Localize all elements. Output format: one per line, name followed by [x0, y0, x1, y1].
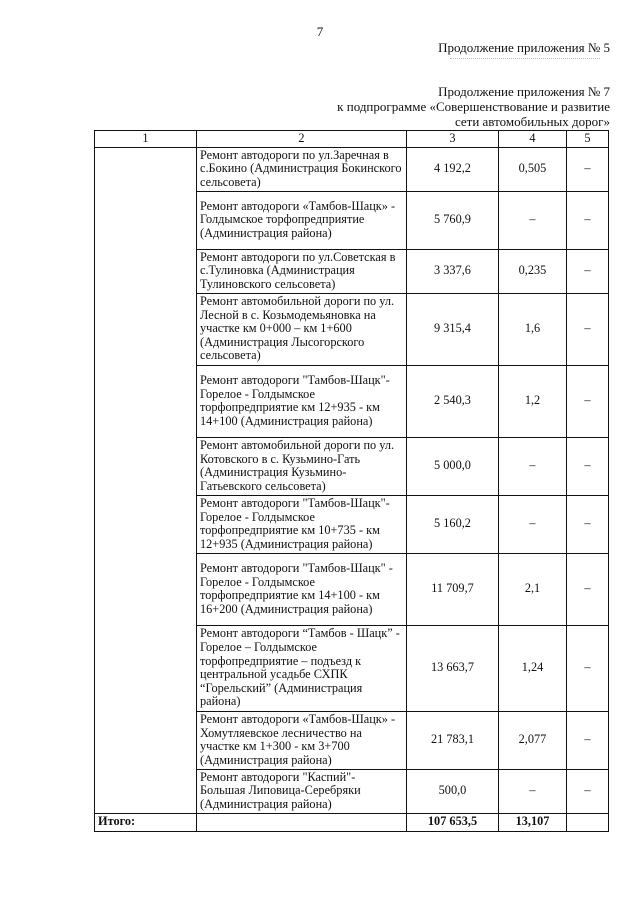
road-name-cell: Ремонт автодороги по ул.Заречная в с.Бокино (Администрация Бокинского сельсовета) — [197, 147, 407, 191]
amount-cell: 3 337,6 — [407, 249, 499, 293]
table-row — [95, 147, 609, 191]
length-cell: – — [499, 437, 567, 495]
length-cell: 0,235 — [499, 249, 567, 293]
amount-cell: 5 760,9 — [407, 191, 499, 249]
total-amount: 107 653,5 — [407, 813, 499, 831]
continuation-appendix-7: Продолжение приложения № 7 — [438, 84, 610, 99]
roads-repair-table — [94, 130, 609, 832]
road-name-cell: Ремонт автодороги «Тамбов-Шацк» - Голдымское торфопредприятие (Администрация района) — [197, 191, 407, 249]
road-name-cell: Ремонт автомобильной дороги по ул. Лесной в с. Козьмодемьяновка на участке км 0+000 – км 1+600 (Администрация Лысогорского сельсовета) — [197, 293, 407, 365]
length-cell: – — [499, 769, 567, 813]
column-header: 1 — [95, 131, 197, 148]
length-cell: 1,6 — [499, 293, 567, 365]
column-header: 5 — [567, 131, 609, 148]
col5-cell: – — [567, 249, 609, 293]
subprogram-line-1: к подпрограмме «Совершенствование и развитие — [337, 99, 610, 114]
road-name-cell: Ремонт автодороги "Тамбов-Шацк"- Горелое - Голдымское торфопредприятие км 12+935 - км 14+100 (Администрация района) — [197, 365, 407, 437]
total-empty-cell — [197, 813, 407, 831]
col5-cell: – — [567, 711, 609, 769]
road-name-cell: Ремонт автомобильной дороги по ул. Котовского в с. Кузьмино-Гать (Администрация Кузьмино-Гатьевского сельсовета) — [197, 437, 407, 495]
amount-cell: 13 663,7 — [407, 625, 499, 711]
continuation-appendix-5: Продолжение приложения № 5 — [438, 40, 610, 55]
road-name-cell: Ремонт автодороги «Тамбов-Шацк» - Хомутляевское лесничество на участке км 1+300 - км 3+700 (Администрация района) — [197, 711, 407, 769]
road-name-cell: Ремонт автодороги "Тамбов-Шацк" - Горелое - Голдымское торфопредприятие км 14+100 - км 16+200 (Администрация района) — [197, 553, 407, 625]
amount-cell: 500,0 — [407, 769, 499, 813]
length-cell: 1,2 — [499, 365, 567, 437]
col5-cell: – — [567, 147, 609, 191]
total-label: Итого: — [95, 813, 197, 831]
subprogram-line-2: сети автомобильных дорог» — [454, 114, 610, 129]
length-cell: 2,1 — [499, 553, 567, 625]
appendix-header — [337, 84, 610, 129]
column-header: 4 — [499, 131, 567, 148]
length-cell: 0,505 — [499, 147, 567, 191]
col5-cell: – — [567, 365, 609, 437]
table-header-row — [95, 131, 609, 148]
page-number: 7 — [316, 24, 324, 39]
amount-cell: 4 192,2 — [407, 147, 499, 191]
col5-cell: – — [567, 495, 609, 553]
total-length: 13,107 — [499, 813, 567, 831]
col5-cell: – — [567, 293, 609, 365]
road-name-cell: Ремонт автодороги "Тамбов-Шацк"- Горелое - Голдымское торфопредприятие км 10+735 - км 12+935 (Администрация района) — [197, 495, 407, 553]
col5-cell: – — [567, 437, 609, 495]
col5-cell: – — [567, 625, 609, 711]
amount-cell: 9 315,4 — [407, 293, 499, 365]
empty-section-cell — [95, 147, 197, 813]
road-name-cell: Ремонт автодороги по ул.Советская в с.Тулиновка (Администрация Тулиновского сельсовета) — [197, 249, 407, 293]
col5-cell: – — [567, 553, 609, 625]
road-name-cell: Ремонт автодороги "Каспий"- Большая Липовица-Серебряки (Администрация района) — [197, 769, 407, 813]
total-row — [95, 813, 609, 831]
length-cell: 1,24 — [499, 625, 567, 711]
col5-cell: – — [567, 191, 609, 249]
amount-cell: 2 540,3 — [407, 365, 499, 437]
total-col5-cell — [567, 813, 609, 831]
col5-cell: – — [567, 769, 609, 813]
faint-scan-mark — [450, 58, 600, 61]
road-name-cell: Ремонт автодороги “Тамбов - Шацк” - Горелое – Голдымское торфопредприятие – подъезд к центральной усадьбе СХПК “Горельский” (Администрация района) — [197, 625, 407, 711]
length-cell: 2,077 — [499, 711, 567, 769]
length-cell: – — [499, 495, 567, 553]
amount-cell: 21 783,1 — [407, 711, 499, 769]
amount-cell: 5 000,0 — [407, 437, 499, 495]
length-cell: – — [499, 191, 567, 249]
column-header: 2 — [197, 131, 407, 148]
column-header: 3 — [407, 131, 499, 148]
amount-cell: 11 709,7 — [407, 553, 499, 625]
amount-cell: 5 160,2 — [407, 495, 499, 553]
